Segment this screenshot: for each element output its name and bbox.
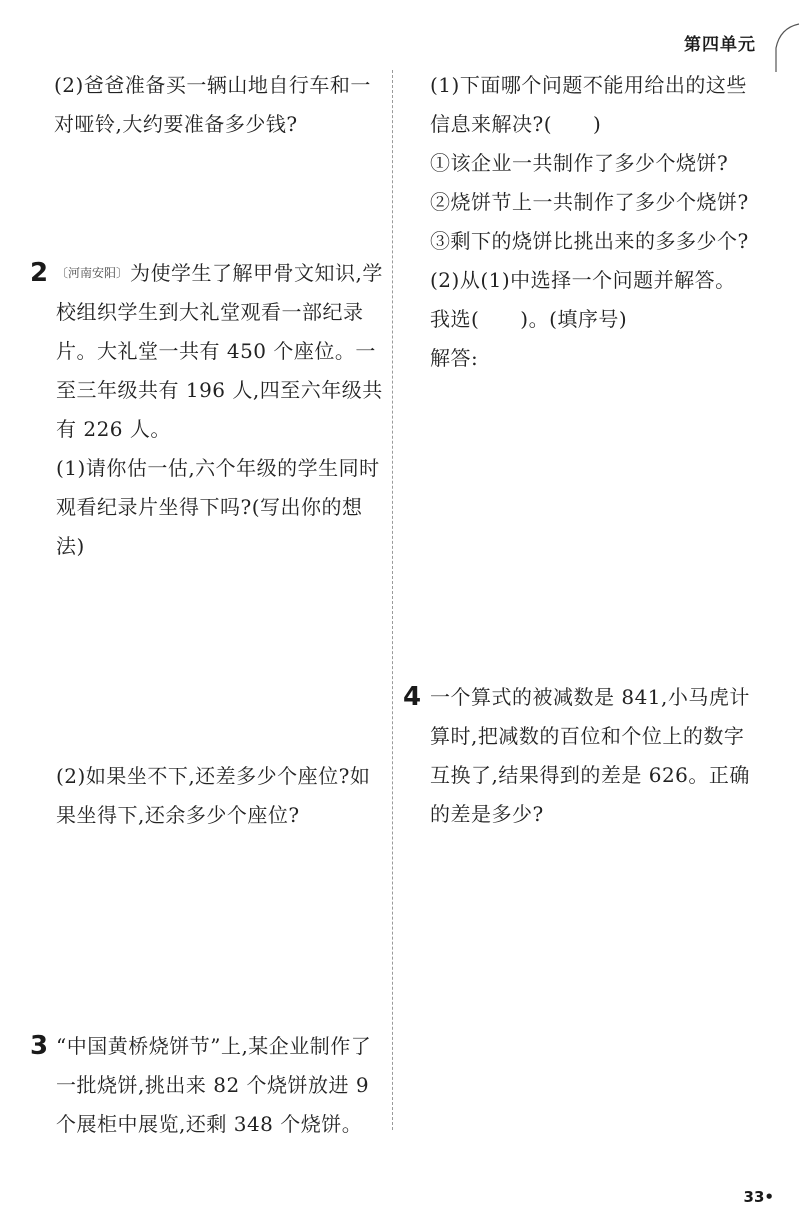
source-tag: 〔河南安阳〕 bbox=[56, 266, 129, 280]
question-4-number: 4 bbox=[403, 682, 422, 712]
question-2-number: 2 bbox=[30, 258, 49, 288]
question-2-stem: 〔河南安阳〕 为使学生了解甲骨文知识,学校组织学生到大礼堂观看一部纪录片。大礼堂一共有 450 个座位。一至三年级共有 196 人,四至六年级共有 226 人。 bbox=[56, 261, 383, 441]
unit-title: 第四单元 bbox=[684, 35, 756, 55]
column-divider bbox=[392, 70, 393, 1130]
question-3-part-1: (1)下面哪个问题不能用给出的这些信息来解决?( ) bbox=[430, 73, 747, 136]
question-4-stem: 一个算式的被减数是 841,小马虎计算时,把减数的百位和个位上的数字互换了,结果得到的差是 626。正确的差是多少? bbox=[430, 685, 750, 826]
question-3-stem: “中国黄桥烧饼节”上,某企业制作了一批烧饼,挑出来 82 个烧饼放进 9 个展柜中展览,还剩 348 个烧饼。 bbox=[56, 1034, 372, 1136]
question-1-part-2: (2)爸爸准备买一辆山地自行车和一对哑铃,大约要准备多少钱? bbox=[54, 73, 371, 136]
question-3-part-2: (2)从(1)中选择一个问题并解答。 bbox=[430, 268, 736, 292]
question-2-part-2: (2)如果坐不下,还差多少个座位?如果坐得下,还余多少个座位? bbox=[56, 764, 371, 827]
question-3-answer-label: 解答: bbox=[430, 346, 479, 370]
question-3-number: 3 bbox=[30, 1031, 49, 1061]
question-3-option-3: ③剩下的烧饼比挑出来的多多少个? bbox=[430, 229, 749, 253]
question-2 bbox=[56, 254, 386, 566]
question-3-continued bbox=[430, 66, 755, 378]
corner-bracket-icon bbox=[770, 22, 800, 72]
question-3-option-1: ①该企业一共制作了多少个烧饼? bbox=[430, 151, 729, 175]
page-number: 33• bbox=[743, 1188, 774, 1206]
question-3-option-2: ②烧饼节上一共制作了多少个烧饼? bbox=[430, 190, 749, 214]
question-2-part-1: (1)请你估一估,六个年级的学生同时观看纪录片坐得下吗?(写出你的想法) bbox=[56, 456, 380, 558]
question-3-choice: 我选( )。(填序号) bbox=[430, 307, 628, 331]
